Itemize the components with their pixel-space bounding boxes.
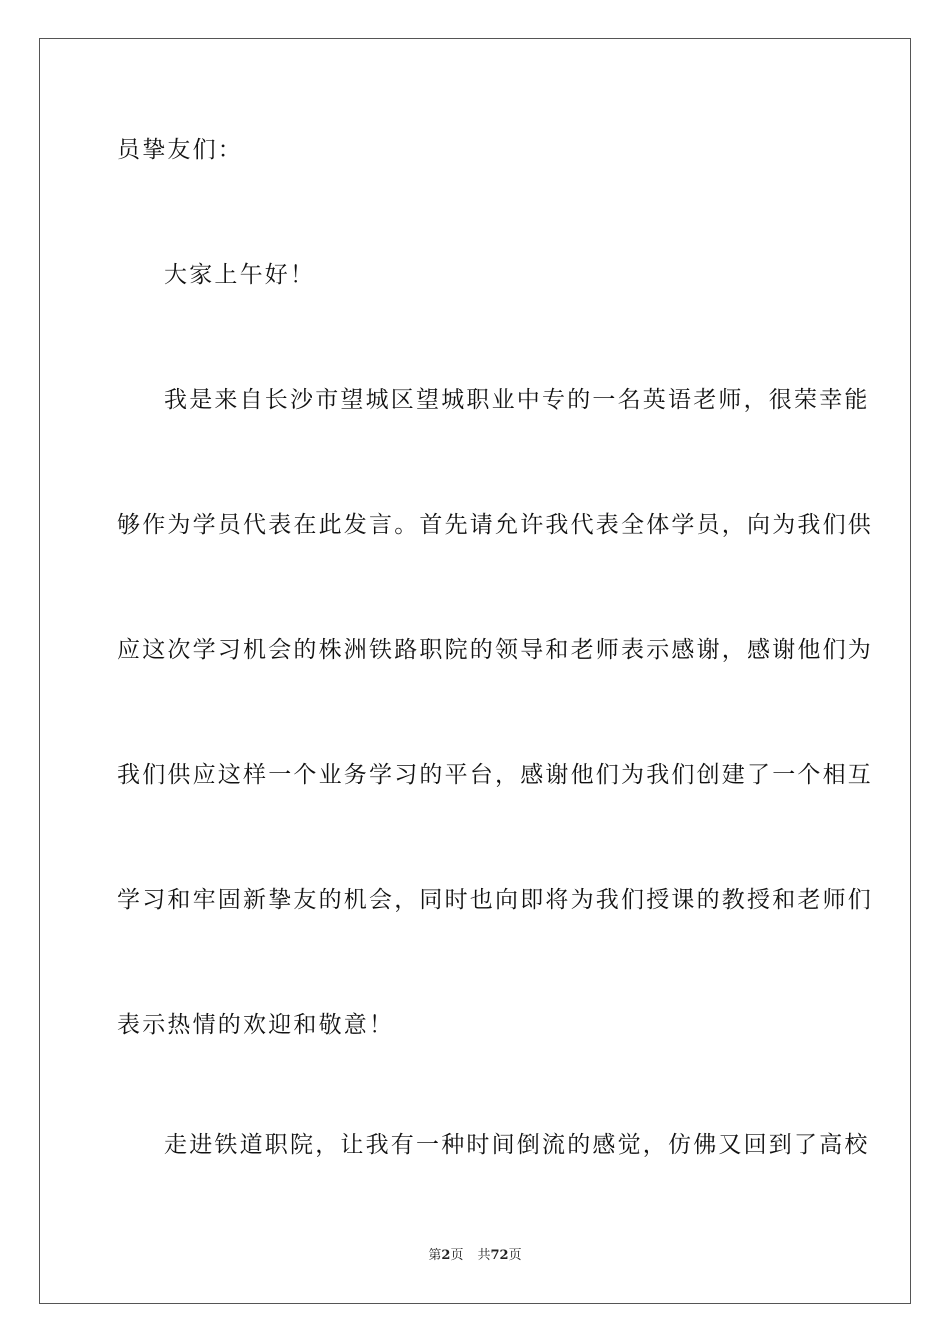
page-prefix: 第 [428, 1248, 442, 1263]
text-line: 应这次学习机会的株洲铁路职院的领导和老师表示感谢，感谢他们为 [117, 637, 873, 663]
text-line: 我们供应这样一个业务学习的平台，感谢他们为我们创建了一个相互 [117, 762, 873, 788]
text-line: 表示热情的欢迎和敬意！ [117, 1012, 395, 1038]
page-border [39, 38, 911, 1304]
page-number: 2 [441, 1248, 451, 1263]
page-footer [0, 1247, 950, 1265]
page-suffix: 页 [450, 1248, 464, 1263]
text-line: 学习和牢固新挚友的机会，同时也向即将为我们授课的教授和老师们 [117, 887, 873, 913]
text-line: 我是来自长沙市望城区望城职业中专的一名英语老师，很荣幸能 [164, 387, 870, 413]
text-line: 员挚友们： [117, 137, 243, 163]
total-pages: 72 [490, 1248, 509, 1263]
text-line: 走进铁道职院，让我有一种时间倒流的感觉，仿佛又回到了高校 [164, 1132, 870, 1158]
text-line: 够作为学员代表在此发言。首先请允许我代表全体学员，向为我们供 [117, 512, 873, 538]
total-suffix: 页 [508, 1248, 522, 1263]
total-prefix: 共 [477, 1248, 491, 1263]
text-line: 大家上午好！ [164, 262, 316, 288]
